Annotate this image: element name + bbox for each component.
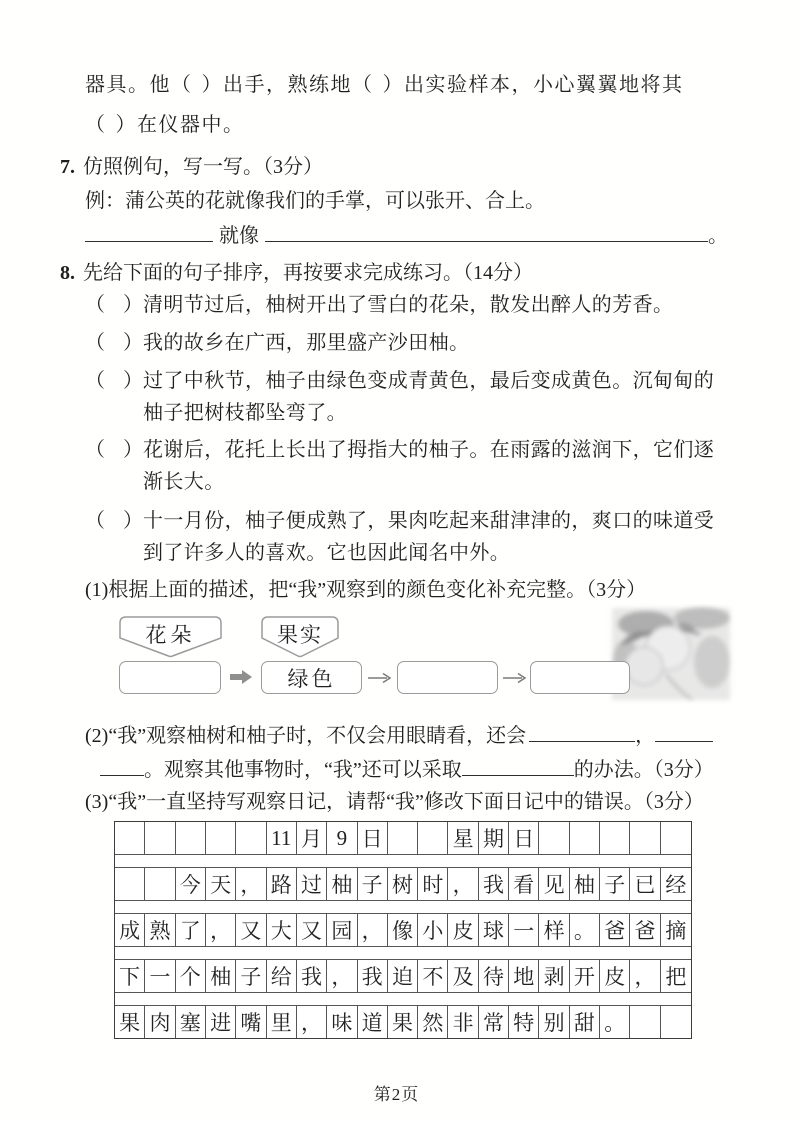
sentence-text: 清明节过后，柚树开出了雪白的花朵，散发出醉人的芳香。 (143, 294, 674, 316)
diary-cell: 又 (297, 914, 327, 946)
fill-blank-parens (352, 72, 404, 98)
diary-separator (115, 947, 691, 960)
paren-close-glyph: ） (201, 74, 223, 96)
diary-cell: 开 (570, 960, 600, 992)
banner-label: 果实 (277, 623, 323, 647)
sub-question-2-text-3: 的办法。（3分） (573, 759, 714, 781)
diary-cell: 爸 (600, 914, 630, 946)
diary-cell: 经 (665, 873, 687, 897)
diary-cell: 球 (479, 914, 509, 946)
intro-line-1 (85, 72, 684, 98)
flow-box-green (261, 661, 362, 694)
diary-cell: 熟 (145, 914, 175, 946)
diary-cell: ， (358, 914, 388, 946)
diary-cell: 嘴 (236, 1006, 266, 1038)
sentence-text: 十一月份，柚子便成熟了，果肉吃起来甜津津的，爽口的味道受到了许多人的喜欢。它也因此闻名中外。 (143, 510, 715, 564)
diary-cell (145, 868, 175, 900)
sub-question-2-text-2: 。观察其他事物时，“我”还可以采取 (144, 759, 462, 781)
diary-cell: 皮 (600, 960, 630, 992)
answer-blank (265, 221, 708, 242)
flow-box-empty-1 (119, 661, 221, 694)
sentence-text: 我的故乡在广西，那里盛产沙田柚。 (143, 332, 470, 354)
diary-cell: ， (206, 914, 236, 946)
diary-cell: ， (297, 1006, 327, 1038)
sentence-text: 过了中秋节，柚子由绿色变成青黄色，最后变成黄色。沉甸甸的柚子把树枝都坠弯了。 (143, 370, 715, 424)
diary-cell: 又 (236, 914, 266, 946)
question-7-example: 例：蒲公英的花就像我们的手掌，可以张开、合上。 (85, 190, 545, 212)
diary-cell: 日 (509, 822, 539, 854)
question-7-header (60, 150, 323, 179)
ordering-parens (85, 505, 143, 537)
diary-cell: 不 (418, 960, 448, 992)
question-8-number: 8. (60, 262, 75, 284)
diary-cell: 皮 (448, 914, 478, 946)
diary-cell: 。 (600, 1006, 630, 1038)
diary-cell (418, 822, 448, 854)
diary-cell: 地 (509, 960, 539, 992)
question-7-number: 7. (60, 156, 75, 178)
question-7-answer-line (85, 219, 728, 248)
diary-cell: 常 (479, 1006, 509, 1038)
diary-cell: 成 (115, 914, 145, 946)
question-7-title: 仿照例句，写一写。（3分） (83, 156, 323, 178)
diary-cell: 一 (145, 960, 175, 992)
flow-box-label: 绿色 (287, 666, 336, 691)
diary-cell: 见 (539, 868, 569, 900)
connector-word: 就像 (219, 225, 259, 247)
paren-close-glyph: ） (123, 510, 143, 532)
diary-cell: 我 (358, 960, 388, 992)
paren-open-glyph: （ (171, 74, 193, 96)
sentence-item (85, 434, 723, 498)
diary-cell (570, 822, 600, 854)
diary-cell: 果 (388, 1006, 418, 1038)
sentence-item (85, 327, 723, 359)
paren-close-glyph: ） (123, 332, 143, 354)
diary-cell (661, 1006, 691, 1038)
diary-cell: 样 (539, 914, 569, 946)
diary-cell (630, 1006, 660, 1038)
diary-cell (388, 822, 418, 854)
fill-blank-parens (85, 112, 137, 138)
ordering-parens (85, 365, 143, 397)
paren-open-glyph: （ (85, 370, 105, 392)
diary-row (115, 914, 691, 947)
answer-blank (655, 721, 713, 742)
paren-open-glyph: （ (352, 74, 374, 96)
paren-close-glyph: ） (123, 370, 143, 392)
diary-cell: 果 (115, 1006, 145, 1038)
diary-cell (630, 822, 660, 854)
diary-cell: 月 (297, 822, 327, 854)
diary-cell: 子 (600, 868, 630, 900)
thin-arrow-icon (368, 671, 392, 689)
flow-banner-fruit (261, 616, 339, 658)
diary-cell: 里 (267, 1006, 297, 1038)
diary-cell: 个 (176, 960, 206, 992)
diary-cell: 小 (418, 914, 448, 946)
diary-cell: 非 (448, 1006, 478, 1038)
fill-blank-parens (171, 72, 223, 98)
diary-cell: 然 (418, 1006, 448, 1038)
flow-box-empty-2 (397, 661, 498, 694)
diary-cell: 道 (358, 1006, 388, 1038)
diary-cell: 爸 (630, 914, 660, 946)
diary-grid (114, 821, 692, 1039)
diary-separator (115, 855, 691, 868)
diary-cell: 进 (206, 1006, 236, 1038)
paren-close-glyph: ） (123, 294, 143, 316)
paren-close-glyph: ） (382, 74, 404, 96)
diary-cell: 时 (418, 868, 448, 900)
diary-cell: 树 (388, 868, 418, 900)
diary-cell (115, 868, 145, 900)
intro-text-3: 出实验样本，小心翼翼地将其 (404, 74, 684, 96)
sentence-item (85, 289, 723, 321)
paren-open-glyph: （ (85, 294, 105, 316)
comma-glyph: ， (635, 725, 656, 747)
diary-cell (539, 822, 569, 854)
diary-cell: ， (327, 960, 357, 992)
diary-cell: 剥 (539, 960, 569, 992)
diary-cell: 我 (479, 868, 509, 900)
ordering-parens (85, 434, 143, 466)
diary-cell: 味 (327, 1006, 357, 1038)
diary-cell (661, 822, 691, 854)
ordering-parens (85, 289, 143, 321)
flow-banner-flower (119, 616, 222, 658)
diary-cell: 特 (509, 1006, 539, 1038)
diary-cell: 及 (448, 960, 478, 992)
page-number: 第2页 (373, 1085, 420, 1104)
sentence-item (85, 365, 723, 429)
diary-cell: 子 (236, 960, 266, 992)
thin-arrow-icon (503, 671, 527, 689)
diary-cell (600, 822, 630, 854)
sub-question-2-line-1 (85, 719, 740, 748)
diary-cell: 柚 (327, 868, 357, 900)
paren-open-glyph: （ (85, 114, 107, 136)
diary-cell: ， (630, 960, 660, 992)
diary-cell: 一 (509, 914, 539, 946)
diary-cell: 摘 (665, 919, 687, 943)
diary-cell: 11 (267, 822, 297, 854)
paren-open-glyph: （ (85, 439, 105, 461)
diary-cell: 迫 (388, 960, 418, 992)
paren-close-glyph: ） (115, 114, 137, 136)
diary-cell: 路 (267, 868, 297, 900)
diary-row (115, 868, 691, 901)
diary-cell: 肉 (145, 1006, 175, 1038)
intro-line-2 (85, 112, 245, 138)
diary-row (115, 1006, 691, 1038)
diary-cell (145, 822, 175, 854)
paren-close-glyph: ） (123, 439, 143, 461)
diary-row (115, 960, 691, 993)
diary-cell: 已 (630, 868, 660, 900)
sub-question-3-label: (3)“我”一直坚持写观察日记，请帮“我”修改下面日记中的错误。（3分） (85, 791, 704, 813)
diary-cell: 期 (479, 822, 509, 854)
period-glyph: 。 (708, 225, 728, 247)
diary-cell: ， (236, 868, 266, 900)
diary-cell (206, 822, 236, 854)
diary-cell: 今 (176, 868, 206, 900)
solid-arrow-icon (229, 669, 253, 690)
answer-blank (85, 221, 213, 242)
diary-separator (115, 901, 691, 914)
answer-blank (100, 755, 144, 776)
intro-text-4: 在仪器中。 (137, 114, 245, 136)
diary-cell: 像 (388, 914, 418, 946)
banner-label: 花朵 (145, 623, 196, 647)
diary-cell (115, 822, 145, 854)
diary-cell: 大 (267, 914, 297, 946)
diary-cell: 下 (115, 960, 145, 992)
diary-cell: 园 (327, 914, 357, 946)
diary-cell: 把 (665, 965, 687, 989)
question-8-header (60, 256, 533, 285)
diary-separator (115, 993, 691, 1006)
intro-text-2: 出手，熟练地 (223, 74, 352, 96)
diary-cell: 甜 (570, 1006, 600, 1038)
diary-cell: 过 (297, 868, 327, 900)
diary-cell: 柚 (206, 960, 236, 992)
sentence-text: 花谢后，花托上长出了拇指大的柚子。在雨露的滋润下，它们逐渐长大。 (143, 439, 715, 493)
sub-question-2-line-2 (100, 753, 740, 782)
paren-open-glyph: （ (85, 332, 105, 354)
diary-cell: 了 (176, 914, 206, 946)
diary-cell: ， (448, 868, 478, 900)
diary-row (115, 822, 691, 855)
diary-cell: 给 (267, 960, 297, 992)
diary-cell: 塞 (176, 1006, 206, 1038)
intro-text-1: 器具。他 (85, 74, 171, 96)
question-8-title: 先给下面的句子排序，再按要求完成练习。（14分） (83, 262, 533, 284)
diary-cell: 我 (297, 960, 327, 992)
diary-cell: 星 (448, 822, 478, 854)
diary-cell: 柚 (570, 868, 600, 900)
paren-open-glyph: （ (85, 510, 105, 532)
diary-cell: 9 (327, 822, 357, 854)
diary-cell: 。 (570, 914, 600, 946)
diary-cell: 看 (509, 868, 539, 900)
diary-cell: 天 (206, 868, 236, 900)
diary-cell: 子 (358, 868, 388, 900)
flow-box-empty-3 (530, 661, 630, 694)
diary-cell (236, 822, 266, 854)
diary-cell (176, 822, 206, 854)
diary-cell: 日 (358, 822, 388, 854)
answer-blank (529, 721, 635, 742)
answer-blank (462, 755, 574, 776)
sub-question-2-text-1: (2)“我”观察柚树和柚子时，不仅会用眼睛看，还会 (85, 725, 527, 747)
ordering-parens (85, 327, 143, 359)
sub-question-1-label: (1)根据上面的描述，把“我”观察到的颜色变化补充完整。（3分） (85, 579, 647, 601)
diary-cell: 待 (479, 960, 509, 992)
diary-cell: 别 (539, 1006, 569, 1038)
sentence-item (85, 505, 723, 569)
